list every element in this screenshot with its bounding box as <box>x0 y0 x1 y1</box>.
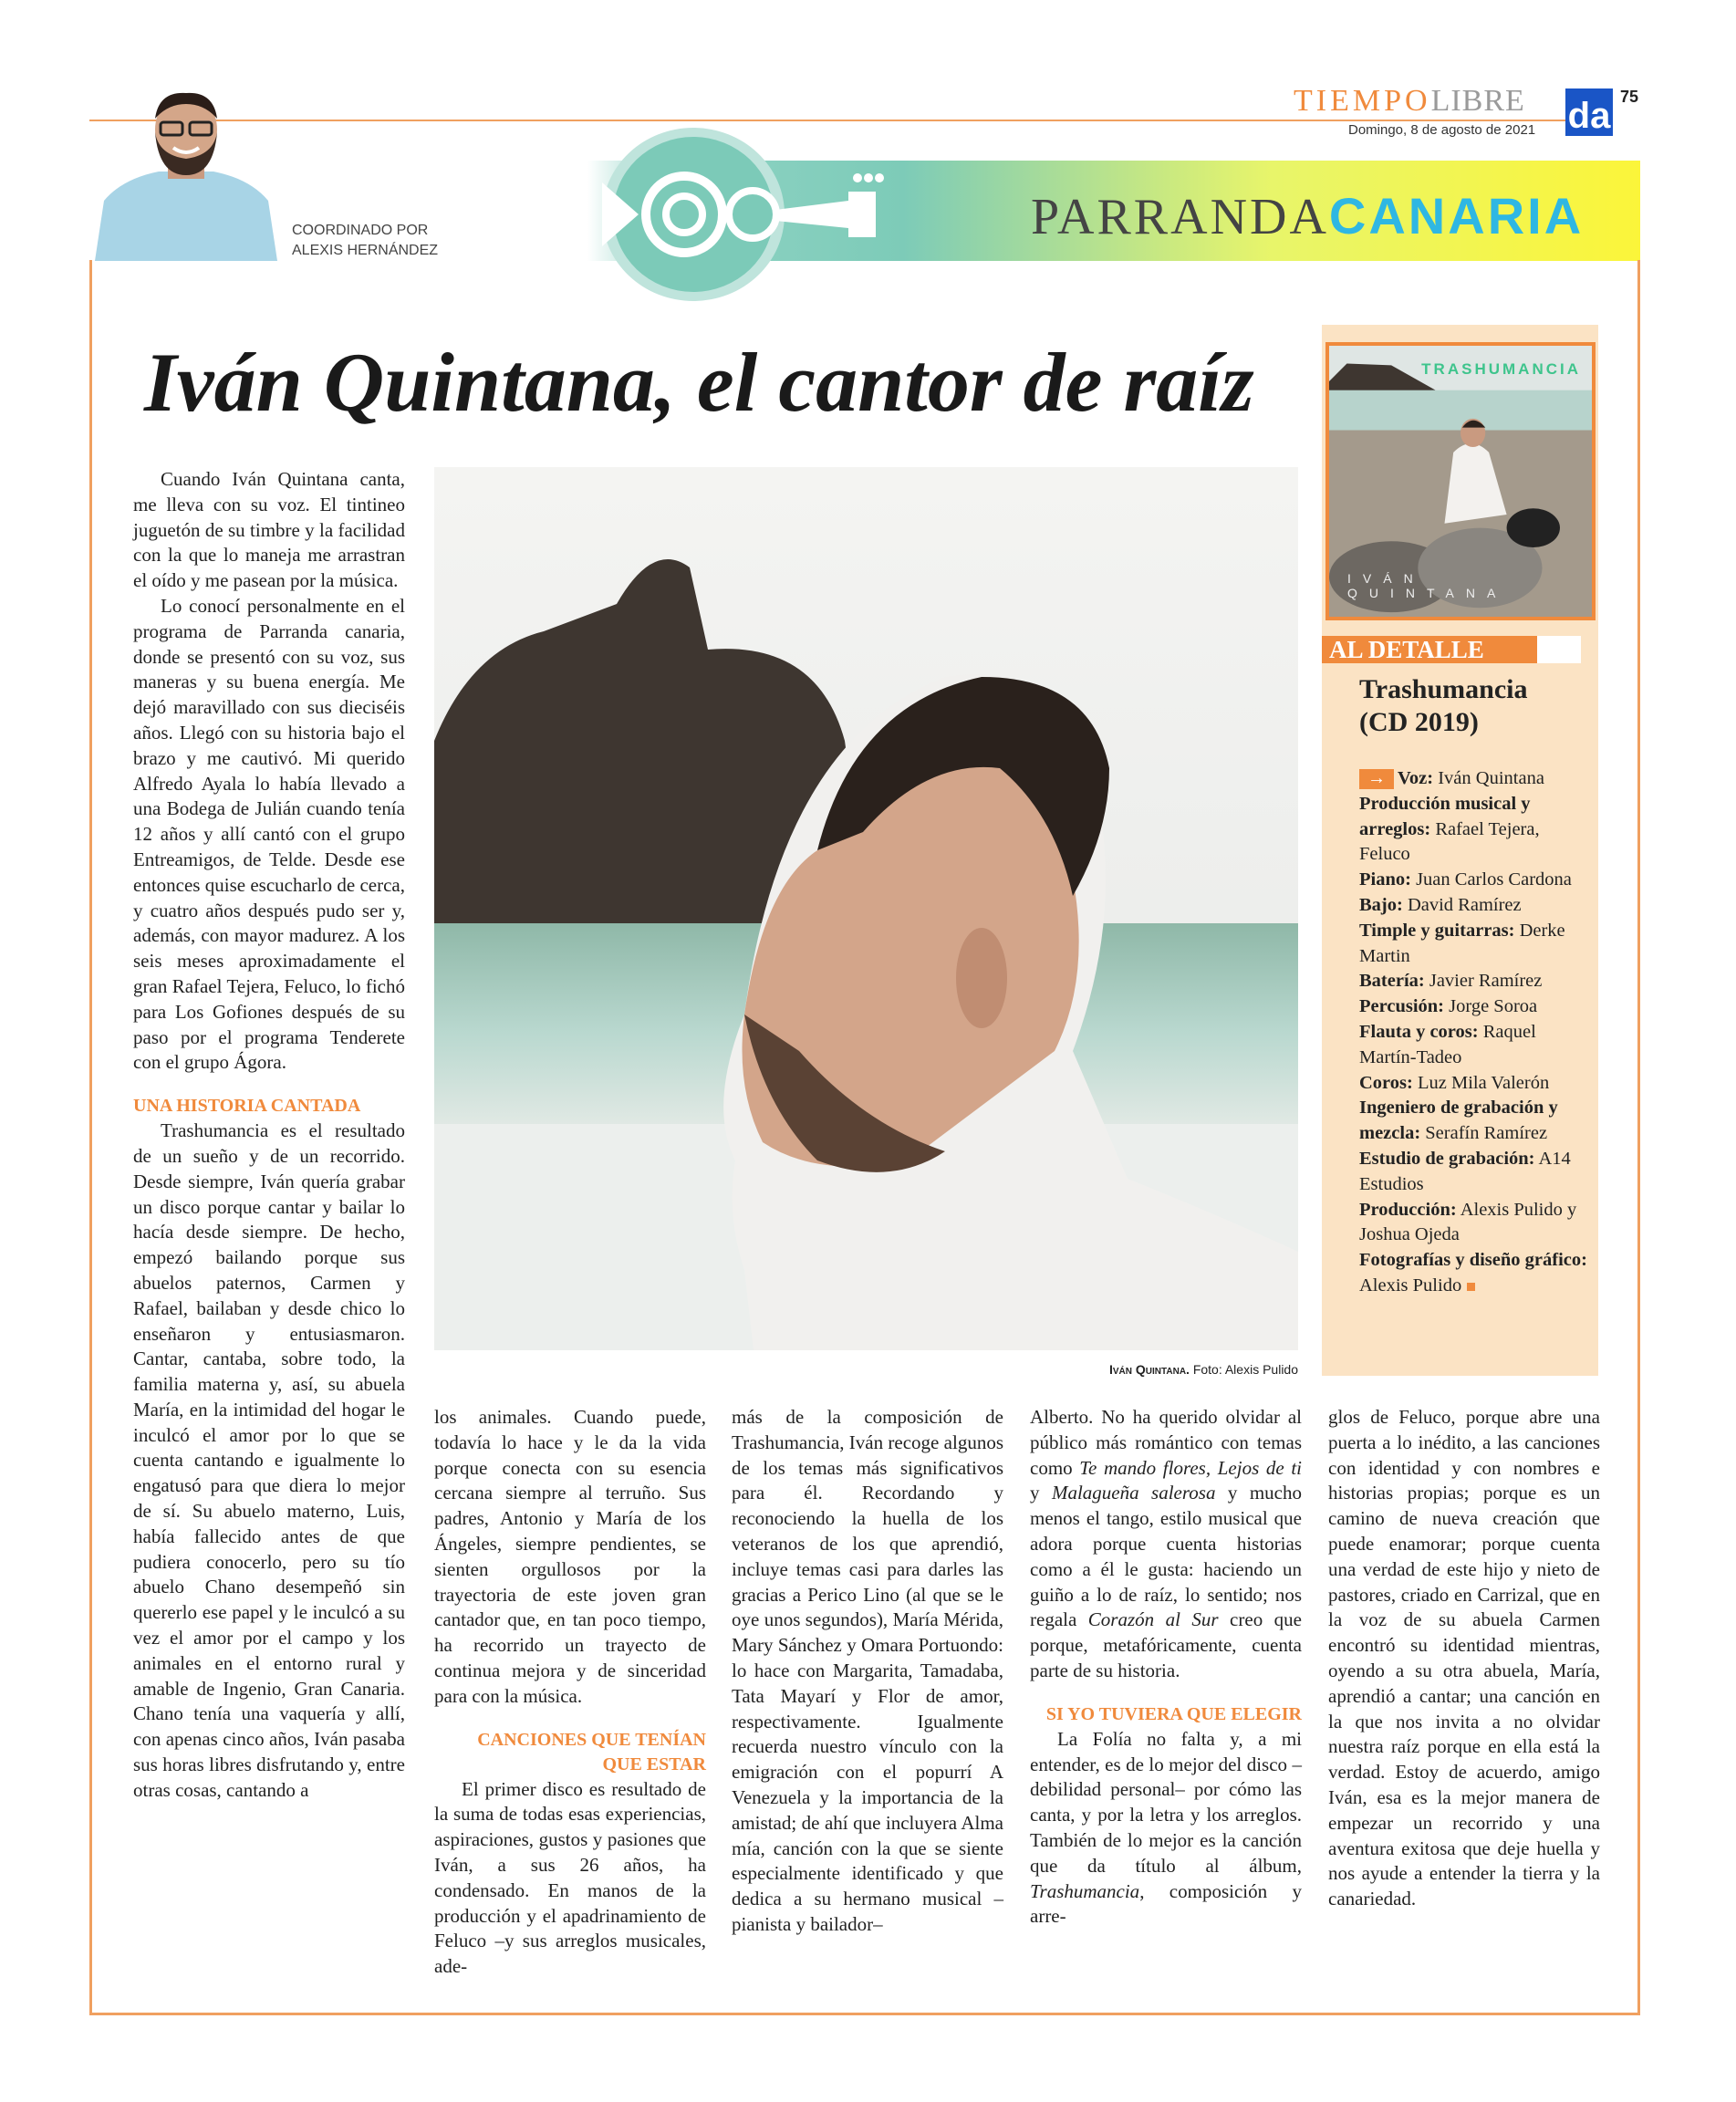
text-column-3 <box>732 1405 1003 1938</box>
song-title: Te mando flores, Lejos de ti <box>1079 1456 1303 1479</box>
credit-item <box>1359 1071 1587 1097</box>
credit-role: Ingeniero de grabación y mezcla: <box>1359 1098 1558 1144</box>
page-number: 75 <box>1620 88 1639 106</box>
album-credits <box>1359 766 1587 1299</box>
credit-name: Serafín Ramírez <box>1425 1123 1548 1144</box>
song-title: Malagueña salerosa <box>1051 1482 1216 1504</box>
paragraph: glos de Feluco, porque abre una puerta a lo inédito, a las canciones con identidad y con nombres e historias propias; porque es un camino de nueva creación que puede enamorar; porque cuenta una verdad de este hijo y nieto de pastores, criado en Carrizal, que en la voz de su abuela Carmen encontró su identidad mientras, oyendo a su otra abuela, María, aprendió a cantar; una canción en la que nos invita a no olvidar nuestra raíz porque en ella está la verdad. Estoy de acuerdo, amigo Iván, esa es la mejor manera de empezar un recorrido y una aventura exitosa que deje huella y nos ayude a entender la tierra y la canariedad. <box>1328 1406 1600 1910</box>
credit-role: Producción musical y arreglos: <box>1359 793 1531 839</box>
text-run: y mucho menos el tango, estilo musical que adora porque cuenta historias como a él le gusta: haciendo un guiño a lo de raíz, lo sentido; nos regala <box>1030 1482 1303 1631</box>
credit-item <box>1359 766 1587 792</box>
credit-name: David Ramírez <box>1407 894 1522 915</box>
text-run: creo que porque, metafóricamente, cuenta parte de su historia. <box>1030 1608 1302 1681</box>
credit-name: A14 Estudios <box>1359 1148 1571 1194</box>
credit-role: Bajo: <box>1359 894 1403 915</box>
credit-item <box>1359 969 1587 994</box>
credit-name: Jorge Soroa <box>1449 996 1538 1017</box>
credit-item <box>1359 1198 1587 1249</box>
album-cover-artist: IVÁN QUINTANA <box>1347 571 1508 600</box>
end-mark-icon <box>1467 1283 1475 1291</box>
credit-item <box>1359 1020 1587 1071</box>
song-title: Corazón al Sur <box>1087 1608 1219 1631</box>
text-column-5 <box>1328 1405 1600 1912</box>
subheading: UNA HISTORIA CANTADA <box>133 1096 361 1117</box>
album-cover <box>1325 342 1596 620</box>
credit-name: Rafael Tejera, Feluco <box>1359 818 1540 865</box>
paragraph <box>1030 1405 1302 1684</box>
album-cover-title: TRASHUMANCIA <box>1421 360 1581 378</box>
text-run: La Folía no falta y, a mi entender, es de lo mejor del disco –debilidad personal– por cómo las canta, y por la letra y los arreglos. También de lo mejor es la canción que da título al álbum, <box>1030 1727 1302 1877</box>
album-title: Trashumancia (CD 2019) <box>1359 674 1528 737</box>
top-rule <box>89 120 1567 121</box>
credit-role: Coros: <box>1359 1072 1413 1093</box>
paragraph: Lo conocí personalmente en el programa de Parranda canaria, donde se presentó con su voz, sus maneras y su buena energía. Me dejó maravillado con sus dieciséis años. Llegó con su historia bajo el brazo y me cautivó. Mi querido Alfredo Ayala lo había llevado a una Bodega de Julián cuando tenía 12 años y allí cantó con el grupo Entreamigos, de Telde. Desde ese entonces quise escucharlo de cerca, y cuatro años después pudo ser y, además, con mayor madurez. A los seis meses aproximadamente el gran Rafael Tejera, Feluco, lo fichó para Los Gofiones después de su paso por el programa Tenderete con el grupo Ágora. <box>133 594 405 1074</box>
credit-role: Voz: <box>1398 768 1434 788</box>
text-column-1 <box>133 467 405 1804</box>
text-run: , composición y arre- <box>1030 1879 1302 1928</box>
credit-item <box>1359 1248 1587 1299</box>
paragraph <box>1030 1727 1302 1930</box>
author-photo <box>95 91 277 261</box>
text-column-4 <box>1030 1405 1302 1930</box>
text-run: Alberto. No ha querido olvidar al público más romántico con temas como <box>1030 1406 1302 1479</box>
arrow-right-icon: → <box>1359 769 1394 789</box>
newspaper-logo: da <box>1565 88 1613 136</box>
detail-label-tail <box>1537 636 1581 663</box>
credit-item <box>1359 1147 1587 1198</box>
subheading: CANCIONES QUE TENÍAN QUE ESTAR <box>477 1729 706 1774</box>
credit-item <box>1359 868 1587 893</box>
credit-item <box>1359 893 1587 919</box>
credit-name: Alexis Pulido <box>1359 1275 1462 1296</box>
credit-item <box>1359 994 1587 1020</box>
main-photo <box>434 467 1298 1350</box>
credit-role: Flauta y coros: <box>1359 1021 1479 1042</box>
paragraph: los animales. Cuando puede, todavía lo hace y le da la vida porque conecta con su esencia cercana siempre al terruño. Sus padres, Antonio y María de los Ángeles, siempre pendientes, se sienten orgullosos por la trayectoria de este joven gran cantador que, en tan poco tiempo, ha recorrido un trayecto de continua mejora y de sinceridad para con la música. <box>434 1406 706 1707</box>
credit-item <box>1359 792 1587 868</box>
credit-name: Derke Martin <box>1359 920 1565 966</box>
credit-role: Percusión: <box>1359 996 1445 1017</box>
credit-name: Raquel Martín-Tadeo <box>1359 1021 1536 1067</box>
detail-label: AL DETALLE <box>1322 636 1537 663</box>
headline: Iván Quintana, el cantor de raíz <box>144 336 1254 429</box>
coordinator-credit: COORDINADO POR ALEXIS HERNÁNDEZ <box>292 223 439 258</box>
credit-role: Producción: <box>1359 1199 1457 1220</box>
song-title: Trashumancia <box>1030 1879 1140 1902</box>
credit-role: Estudio de grabación: <box>1359 1148 1535 1169</box>
credit-name: Iván Quintana <box>1438 768 1544 788</box>
credit-name: Javier Ramírez <box>1429 971 1543 992</box>
issue-date: Domingo, 8 de agosto de 2021 <box>1348 122 1536 138</box>
paragraph: El primer disco es resultado de la suma de todas esas experiencias, aspiraciones, gustos y pasiones que Iván, a sus 26 años, ha condensado. En manos de la producción y el apadrinamiento de Feluco –y sus arreglos musicales, ade- <box>434 1777 706 1978</box>
photo-caption: Iván Quintana. Foto: Alexis Pulido <box>1109 1362 1298 1377</box>
credit-item <box>1359 919 1587 970</box>
text-run: y <box>1030 1482 1052 1504</box>
credit-name: Juan Carlos Cardona <box>1416 869 1572 890</box>
section-banner-title: PARRANDACANARIA <box>1031 187 1585 245</box>
credit-role: Batería: <box>1359 971 1425 992</box>
credit-role: Fotografías y diseño gráfico: <box>1359 1250 1587 1271</box>
paragraph: más de la composición de Trashumancia, Iván recoge algunos de los temas más significativos para él. Recordando y reconociendo la huella de los veteranos de los que aprendió, incluye temas casi para darles las gracias a Perico Lino (al que se le oye unos segundos), María Mérida, Mary Sánchez y Omara Portuondo: lo hace con Margarita, Tamadaba, Tata Mayarí y Flor de amor, respectivamente. Igualmente recuerda nuestro vínculo con la emigración con el popurrí A Venezuela y la importancia de la amistad; de ahí que incluyera Alma mía, canción con la que se siente especialmente identificado y que dedica a su hermano musical –pianista y bailador– <box>732 1406 1003 1935</box>
section-name: TIEMPOLIBRE <box>1294 84 1525 118</box>
credit-name: Luz Mila Valerón <box>1417 1072 1550 1093</box>
paragraph: Cuando Iván Quintana canta, me lleva con su voz. El tintineo juguetón de su timbre y la facilidad con la que lo maneja me arrastran el oído y me pasean por la música. <box>133 468 405 592</box>
credit-name: Alexis Pulido y Joshua Ojeda <box>1359 1199 1577 1245</box>
paragraph: Trashumancia es el resultado de un sueño y de un recorrido. Desde siempre, Iván quería grabar un disco porque cantar y bailar lo hacía desde siempre. De hecho, empezó bailando porque sus abuelos paternos, Carmen y Rafael, bailaban y desde chico lo enseñaron y entusiasmaron. Cantar, cantaba, sobre todo, la familia materna y, así, su abuela María, en la intimidad del hogar le inculcó el amor por lo que se cuenta cantando e igualmente lo engatusó para que diera lo mejor de sí. Su abuelo materno, Luis, había fallecido antes de que pudiera conocerlo, pero su tío abuelo Chano desempeñó sin quererlo ese papel y le inculcó a su vez el amor por el campo y los animales en el entorno rural y amable de Ingenio, Gran Canaria. Chano tenía una vaquería y allí, con apenas cinco años, Iván pasaba sus horas libres disfrutando y, entre otras cosas, cantando a <box>133 1119 405 1801</box>
credit-item <box>1359 1096 1587 1147</box>
credit-role: Timple y guitarras: <box>1359 920 1515 941</box>
subheading: SI YO TUVIERA QUE ELEGIR <box>1045 1703 1302 1724</box>
text-column-2 <box>434 1405 706 1980</box>
credit-role: Piano: <box>1359 869 1411 890</box>
